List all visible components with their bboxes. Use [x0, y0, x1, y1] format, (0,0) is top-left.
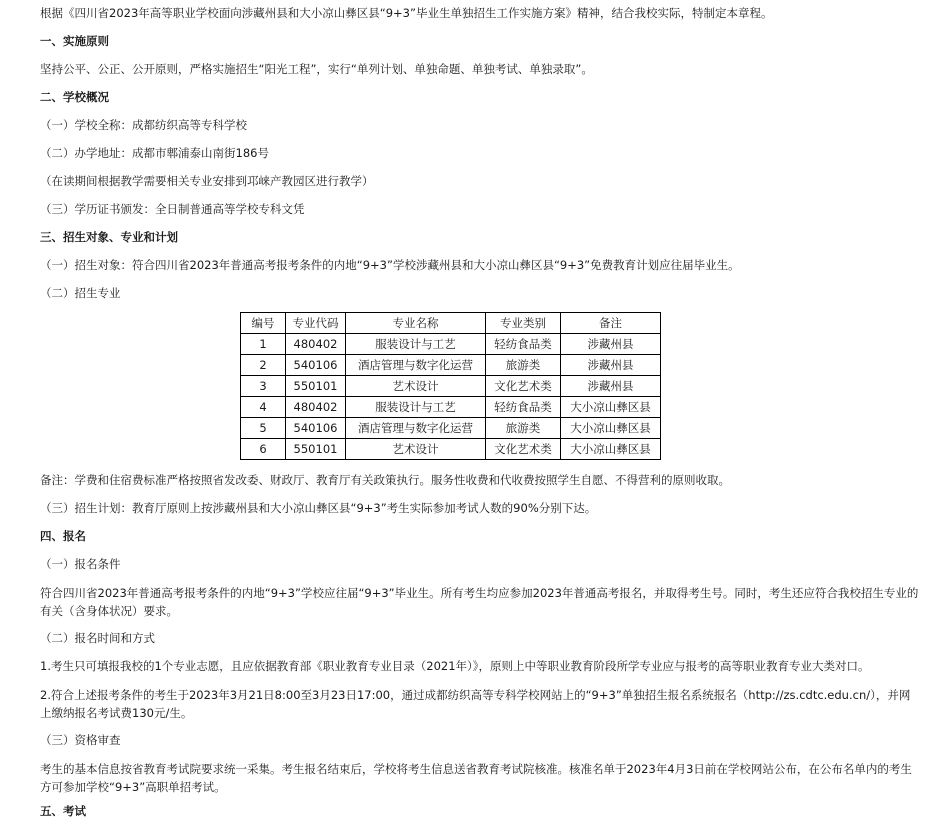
- section-2-title: 二、学校概况: [40, 90, 109, 104]
- header-number: 编号: [241, 313, 286, 334]
- cell-code: 540106: [286, 355, 346, 376]
- header-category: 专业类别: [486, 313, 561, 334]
- qualification-review-label: （三）资格审查: [40, 733, 121, 747]
- cell-major-name: 服装设计与工艺: [346, 397, 486, 418]
- registration-time-label: （二）报名时间和方式: [40, 631, 155, 645]
- cell-major-name: 酒店管理与数字化运营: [346, 355, 486, 376]
- registration-conditions-body: 符合四川省2023年普通高考报考条件的内地“9+3”学校应往届“9+3”毕业生。所有考生均应参加2023年普通高考报名，并取得考生号。同时，考生还应符合我校招生专业的有关（含身体状况）要求。: [40, 586, 919, 618]
- cell-category: 旅游类: [486, 355, 561, 376]
- table-row: [241, 355, 661, 376]
- cell-category: 文化艺术类: [486, 376, 561, 397]
- cell-code: 550101: [286, 439, 346, 460]
- section-4-title: 四、报名: [40, 529, 86, 543]
- cell-number: 4: [241, 397, 286, 418]
- cell-major-name: 服装设计与工艺: [346, 334, 486, 355]
- table-row: [241, 376, 661, 397]
- cell-remark: 涉藏州县: [561, 376, 661, 397]
- enrollment-target: （一）招生对象：符合四川省2023年普通高考报考条件的内地“9+3”学校涉藏州县和大小凉山彝区县“9+3”免费教育计划应往届毕业生。: [40, 258, 740, 272]
- cell-number: 6: [241, 439, 286, 460]
- cell-code: 540106: [286, 418, 346, 439]
- cell-code: 480402: [286, 334, 346, 355]
- cell-number: 2: [241, 355, 286, 376]
- section-3-title: 三、招生对象、专业和计划: [40, 230, 178, 244]
- diploma-info: （三）学历证书颁发：全日制普通高等学校专科文凭: [40, 202, 305, 216]
- cell-category: 轻纺食品类: [486, 397, 561, 418]
- header-remark: 备注: [561, 313, 661, 334]
- section-1-title: 一、实施原则: [40, 34, 109, 48]
- section-5-title: 五、考试: [40, 804, 86, 818]
- cell-major-name: 酒店管理与数字化运营: [346, 418, 486, 439]
- cell-category: 旅游类: [486, 418, 561, 439]
- header-code: 专业代码: [286, 313, 346, 334]
- majors-label: （二）招生专业: [40, 286, 121, 300]
- cell-major-name: 艺术设计: [346, 439, 486, 460]
- table-row: [241, 439, 661, 460]
- table-row: [241, 418, 661, 439]
- table-header-row: [241, 313, 661, 334]
- school-full-name: （一）学校全称：成都纺织高等专科学校: [40, 118, 247, 132]
- registration-rule-1: 1.考生只可填报我校的1个专业志愿，且应依据教育部《职业教育专业目录（2021年）》，原则上中等职业教育阶段所学专业应与报考的高等职业教育专业大类对口。: [40, 659, 870, 673]
- table-row: [241, 397, 661, 418]
- school-address: （二）办学地址：成都市郫浦泰山南街186号: [40, 146, 269, 160]
- cell-number: 5: [241, 418, 286, 439]
- cell-code: 550101: [286, 376, 346, 397]
- cell-remark: 大小凉山彝区县: [561, 397, 661, 418]
- cell-remark: 涉藏州县: [561, 334, 661, 355]
- header-major-name: 专业名称: [346, 313, 486, 334]
- cell-category: 文化艺术类: [486, 439, 561, 460]
- cell-category: 轻纺食品类: [486, 334, 561, 355]
- cell-number: 1: [241, 334, 286, 355]
- table-row: [241, 334, 661, 355]
- enrollment-plan: （三）招生计划：教育厅原则上按涉藏州县和大小凉山彝区县“9+3”考生实际参加考试人数的90%分别下达。: [40, 501, 597, 515]
- majors-table: [240, 312, 661, 460]
- cell-number: 3: [241, 376, 286, 397]
- section-1-body: 坚持公平、公正、公开原则，严格实施招生“阳光工程”，实行“单列计划、单独命题、单独考试、单独录取”。: [40, 62, 593, 76]
- registration-conditions-label: （一）报名条件: [40, 557, 121, 571]
- cell-remark: 涉藏州县: [561, 355, 661, 376]
- school-address-note: （在读期间根据教学需要相关专业安排到邛崃产教园区进行教学）: [40, 174, 374, 188]
- fee-note: 备注：学费和住宿费标准严格按照省发改委、财政厅、教育厅有关政策执行。服务性收费和代收费按照学生自愿、不得营利的原则收取。: [40, 473, 730, 487]
- cell-remark: 大小凉山彝区县: [561, 418, 661, 439]
- cell-remark: 大小凉山彝区县: [561, 439, 661, 460]
- cell-major-name: 艺术设计: [346, 376, 486, 397]
- registration-rule-2: 2.符合上述报考条件的考生于2023年3月21日8:00至3月23日17:00，通过成都纺织高等专科学校网站上的“9+3”单独招生报名系统报名（http://zs.cdtc.edu.cn/），并网上缴纳报名考试费130元/生。: [40, 688, 911, 720]
- intro-paragraph: 根据《四川省2023年高等职业学校面向涉藏州县和大小凉山彝区县“9+3”毕业生单独招生工作实施方案》精神，结合我校实际，特制定本章程。: [40, 6, 773, 20]
- qualification-review-body: 考生的基本信息按省教育考试院要求统一采集。考生报名结束后，学校将考生信息送省教育考试院核准。核准名单于2023年4月3日前在学校网站公布，在公布名单内的考生方可参加学校“9+3”高职单招考试。: [40, 762, 912, 794]
- cell-code: 480402: [286, 397, 346, 418]
